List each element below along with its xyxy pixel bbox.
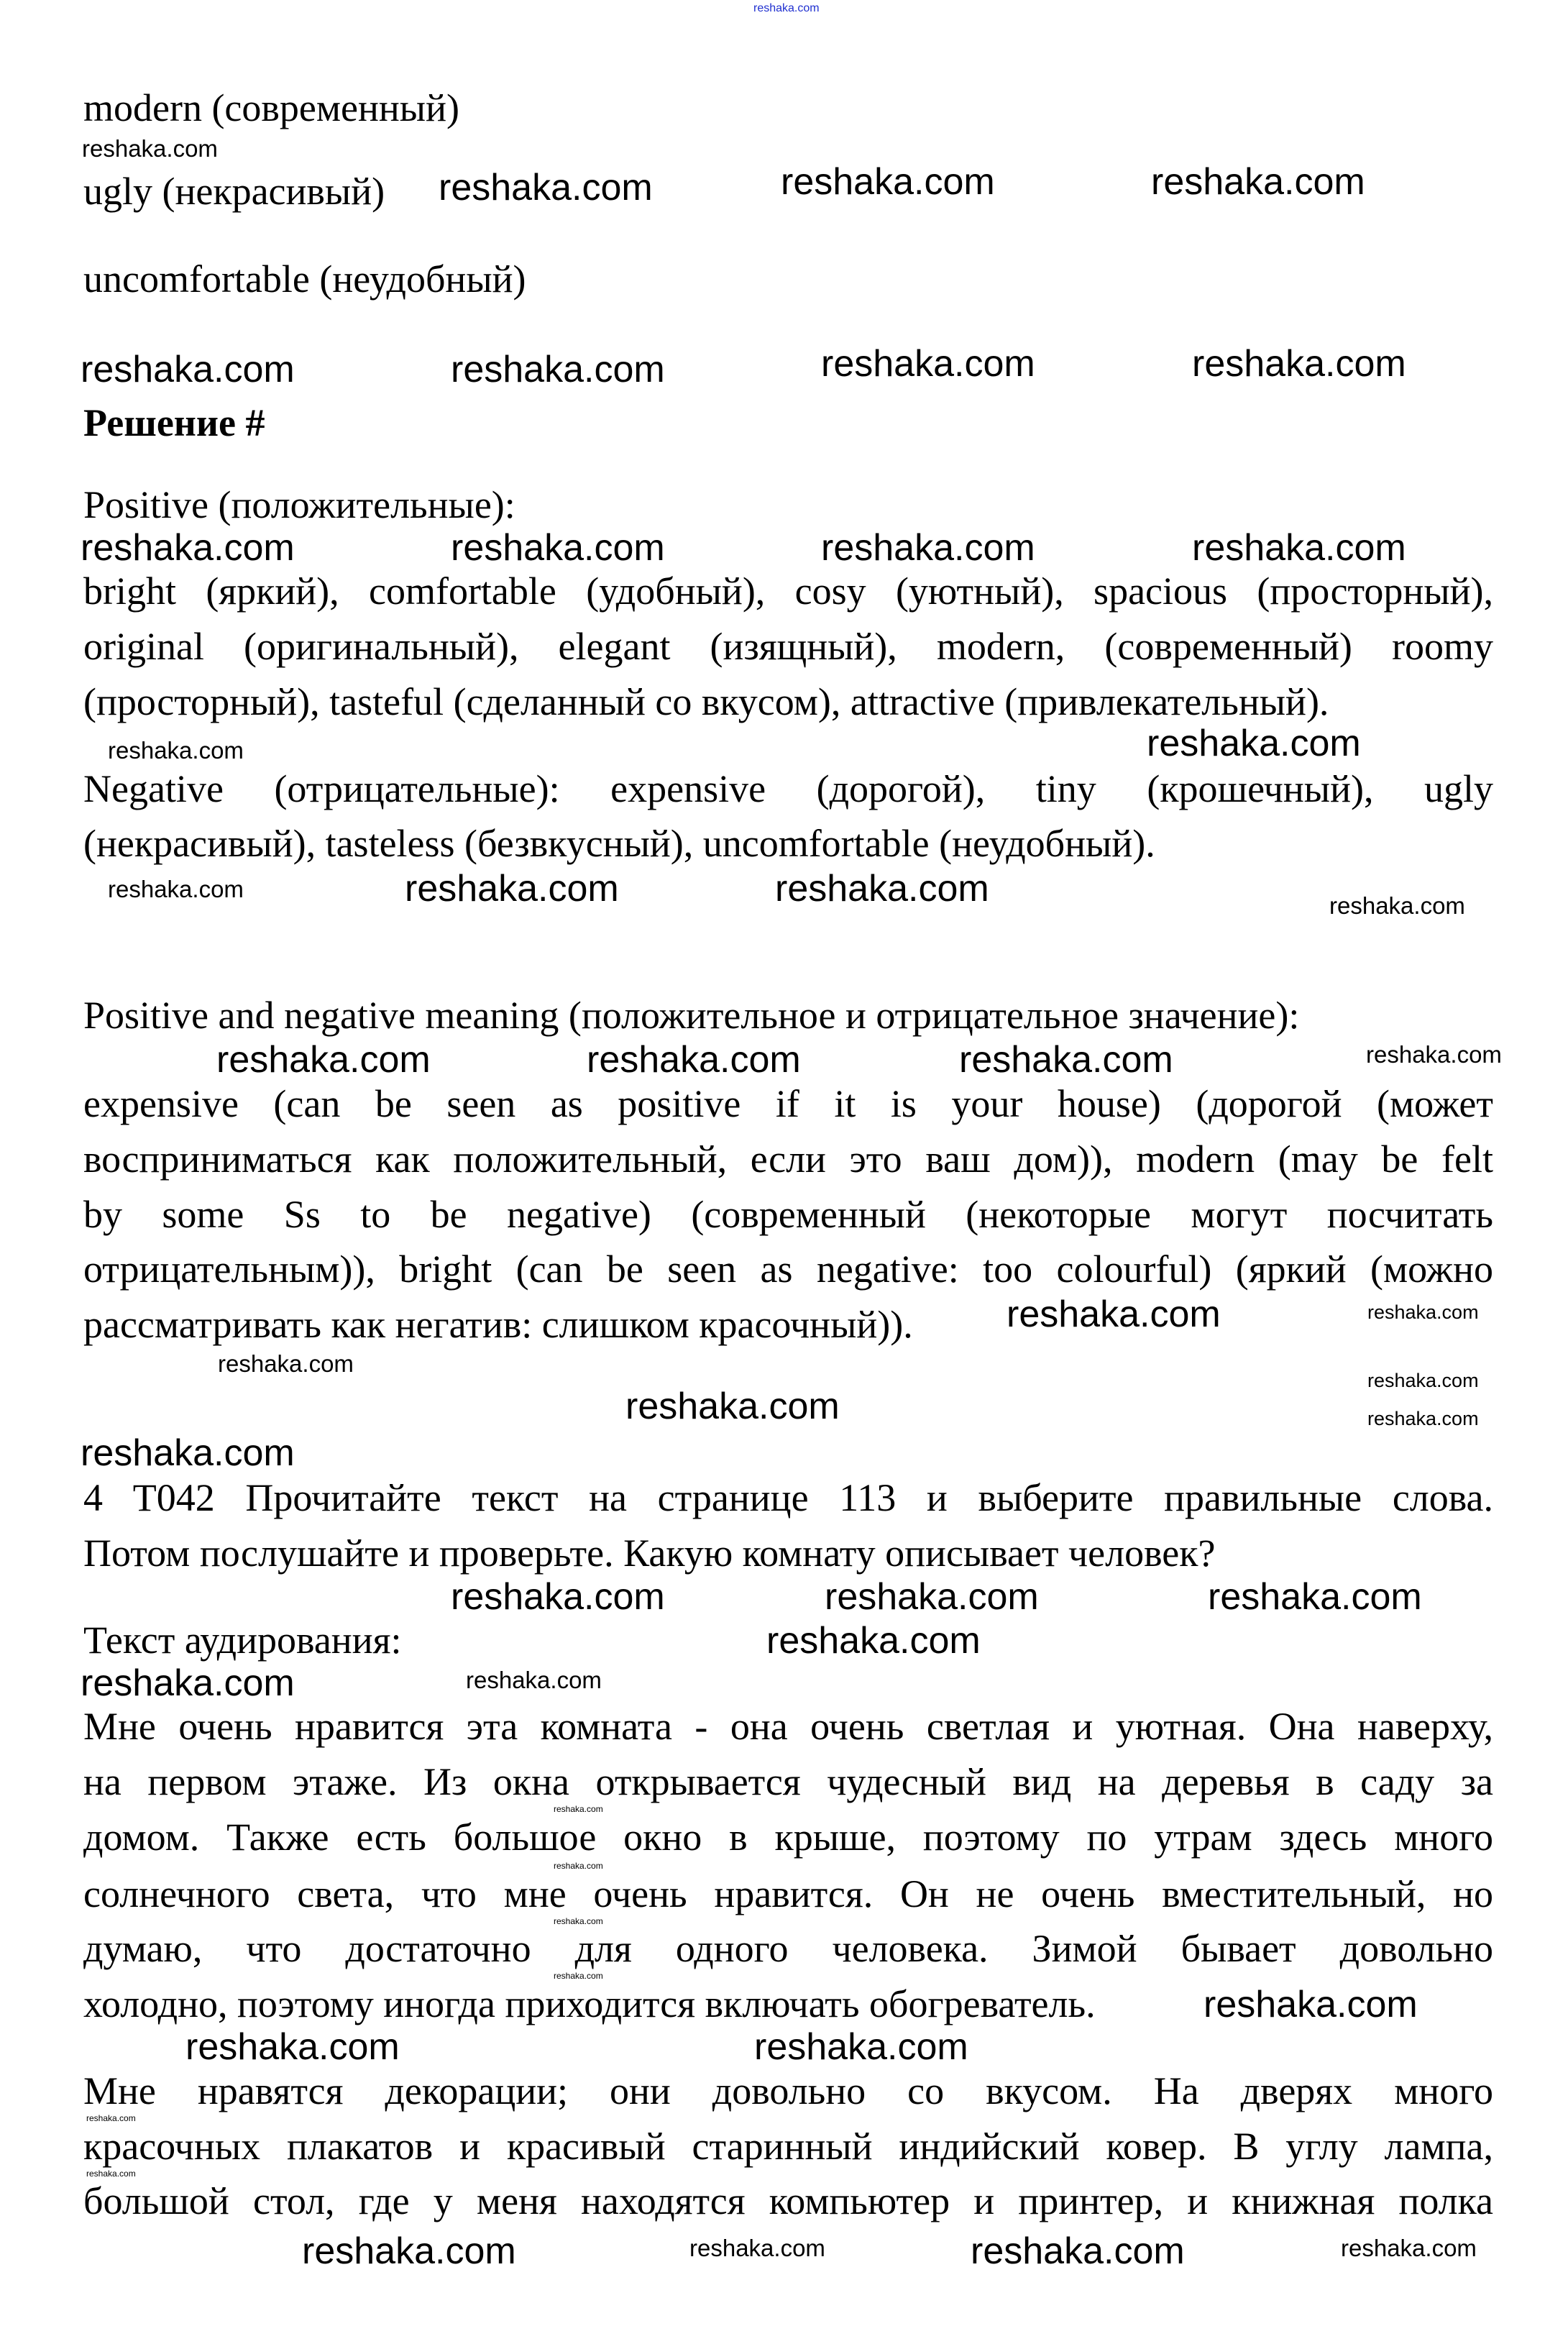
watermark: reshaka.com	[971, 2230, 1185, 2272]
text-line: отрицательным)), bright (can be seen as negative: too colourful) (яркий (можно	[83, 1247, 1493, 1291]
watermark: reshaka.com	[302, 2230, 516, 2272]
watermark: reshaka.com	[451, 1576, 665, 1618]
text-line: домом. Также есть большое окно в крыше, поэтому по утрам здесь много	[83, 1816, 1493, 1859]
text-line: Positive (положительные):	[83, 483, 515, 526]
watermark: reshaka.com	[81, 349, 295, 390]
text-line: большой стол, где у меня находятся компьютер и принтер, и книжная полка	[83, 2179, 1493, 2222]
text-line: ugly (некрасивый)	[83, 170, 385, 213]
watermark: reshaka.com	[1203, 1984, 1418, 2025]
watermark: reshaka.com	[185, 2026, 400, 2068]
watermark: reshaka.com	[108, 737, 244, 764]
watermark: reshaka.com	[218, 1350, 354, 1377]
watermark: reshaka.com	[1367, 1301, 1479, 1323]
task-line: Потом послушайте и проверьте. Какую комнату описывает человек?	[83, 1531, 1216, 1575]
watermark: reshaka.com	[1151, 161, 1365, 203]
watermark: reshaka.com	[216, 1039, 431, 1081]
watermark: reshaka.com	[689, 2235, 825, 2261]
section-heading: Решение #	[83, 401, 265, 444]
watermark: reshaka.com	[1329, 892, 1465, 919]
task-line: 4 T042 Прочитайте текст на странице 113 и выберите правильные слова.	[83, 1476, 1493, 1519]
text-line: Negative (отрицательные): expensive (дорогой), tiny (крошечный), ugly	[83, 767, 1493, 810]
header-watermark: reshaka.com	[753, 2, 820, 14]
watermark: reshaka.com	[625, 1386, 840, 1427]
watermark: reshaka.com	[451, 349, 665, 390]
watermark: reshaka.com	[451, 527, 665, 569]
text-line: Мне очень нравится эта комната - она очень светлая и уютная. Она наверху,	[83, 1705, 1493, 1748]
watermark: reshaka.com	[108, 876, 244, 902]
watermark: reshaka.com	[821, 343, 1035, 385]
watermark: reshaka.com	[1367, 1370, 1479, 1391]
text-line: by some Ss to be negative) (современный (некоторые могут посчитать	[83, 1193, 1493, 1236]
watermark: reshaka.com	[81, 1662, 295, 1704]
text-line: восприниматься как положительный, если это ваш дом)), modern (may be felt	[83, 1137, 1493, 1181]
watermark: reshaka.com	[825, 1576, 1039, 1618]
watermark: reshaka.com	[81, 1432, 295, 1474]
text-line: солнечного света, что мне очень нравится. Он не очень вместительный, но	[83, 1872, 1493, 1915]
text-line: Текст аудирования:	[83, 1618, 402, 1662]
watermark: reshaka.com	[754, 2026, 968, 2068]
watermark: reshaka.com	[86, 2169, 136, 2179]
text-line: bright (яркий), comfortable (удобный), cosy (уютный), spacious (просторный),	[83, 569, 1493, 613]
text-line: красочных плакатов и красивый старинный индийский ковер. В углу лампа,	[83, 2125, 1493, 2168]
text-line: Positive and negative meaning (положительное и отрицательное значение):	[83, 994, 1300, 1037]
watermark: reshaka.com	[81, 527, 295, 569]
watermark: reshaka.com	[554, 1971, 603, 1981]
watermark: reshaka.com	[1208, 1576, 1422, 1618]
text-line: original (оригинальный), elegant (изящный), modern, (современный) roomy	[83, 625, 1493, 668]
text-line: рассматривать как негатив: слишком красочный)).	[83, 1303, 913, 1346]
text-line: expensive (can be seen as positive if it is your house) (дорогой (может	[83, 1082, 1493, 1125]
watermark: reshaka.com	[1367, 1408, 1479, 1429]
watermark: reshaka.com	[554, 1861, 603, 1871]
watermark: reshaka.com	[1147, 723, 1361, 764]
watermark: reshaka.com	[775, 868, 989, 910]
watermark: reshaka.com	[766, 1620, 981, 1662]
text-line: на первом этаже. Из окна открывается чудесный вид на деревья в саду за	[83, 1760, 1493, 1803]
watermark: reshaka.com	[86, 2113, 136, 2123]
text-line: Мне нравятся декорации; они довольно со вкусом. На дверях много	[83, 2069, 1493, 2112]
text-line: (некрасивый), tasteless (безвкусный), uncomfortable (неудобный).	[83, 822, 1155, 865]
watermark: reshaka.com	[781, 161, 995, 203]
text-line: uncomfortable (неудобный)	[83, 257, 526, 301]
text-line: modern (современный)	[83, 86, 459, 129]
watermark: reshaka.com	[554, 1804, 603, 1814]
watermark: reshaka.com	[1192, 343, 1406, 385]
watermark: reshaka.com	[1192, 527, 1406, 569]
watermark: reshaka.com	[587, 1039, 801, 1081]
watermark: reshaka.com	[439, 167, 653, 209]
text-line: холодно, поэтому иногда приходится включать обогреватель.	[83, 1982, 1096, 2025]
watermark: reshaka.com	[82, 135, 218, 162]
watermark: reshaka.com	[466, 1667, 602, 1693]
watermark: reshaka.com	[821, 527, 1035, 569]
watermark: reshaka.com	[1007, 1294, 1221, 1335]
watermark: reshaka.com	[1366, 1041, 1502, 1068]
watermark: reshaka.com	[554, 1916, 603, 1926]
text-line: думаю, что достаточно для одного человека. Зимой бывает довольно	[83, 1927, 1493, 1970]
watermark: reshaka.com	[405, 868, 619, 910]
text-line: (просторный), tasteful (сделанный со вкусом), attractive (привлекательный).	[83, 680, 1329, 723]
watermark: reshaka.com	[1341, 2235, 1477, 2261]
watermark: reshaka.com	[959, 1039, 1173, 1081]
